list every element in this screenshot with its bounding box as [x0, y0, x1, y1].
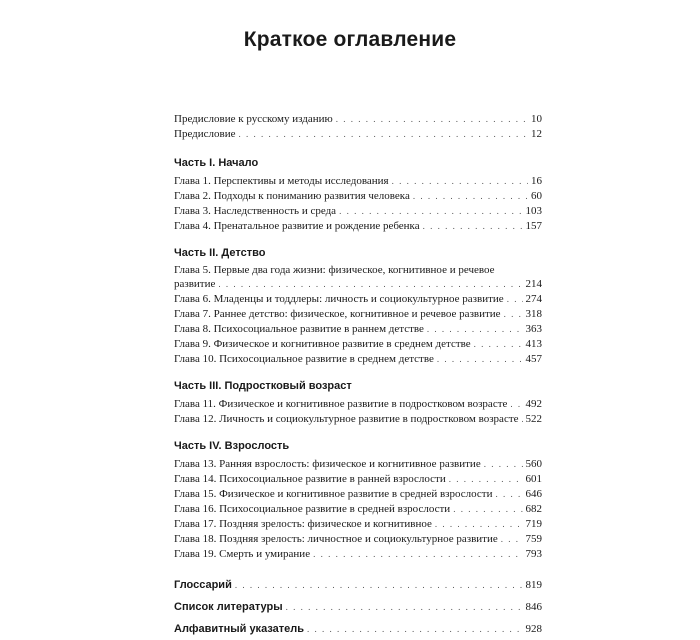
leader-dots	[435, 517, 523, 532]
leader-dots	[427, 322, 523, 337]
toc-entry-index[interactable]	[174, 618, 542, 640]
toc-entry-chapter-13[interactable]	[174, 457, 542, 472]
page-title: Краткое оглавление	[243, 28, 457, 51]
toc-entry-label: Глава 9. Физическое и когнитивное развитие в среднем детстве	[174, 338, 471, 350]
toc-entry-preface-russian[interactable]	[174, 112, 542, 127]
leader-dots	[392, 174, 528, 189]
leader-dots	[496, 487, 523, 502]
leader-dots	[423, 219, 523, 234]
toc-entry-page: 646	[525, 488, 542, 500]
toc-entry-label: Глава 19. Смерть и умирание	[174, 548, 311, 560]
toc-entry-glossary[interactable]	[174, 574, 542, 596]
toc-entry-page: 492	[525, 398, 542, 410]
toc-entry-page: 819	[525, 579, 542, 591]
toc-entry-page: 846	[525, 601, 542, 613]
leader-dots	[504, 307, 523, 322]
toc-entry-preface[interactable]	[174, 127, 542, 142]
leader-dots	[336, 112, 528, 127]
leader-dots	[501, 532, 523, 547]
toc-entry-chapter-16[interactable]	[174, 502, 542, 517]
toc-entry-label: Предисловие к русскому изданию	[174, 113, 333, 125]
toc-entry-chapter-7[interactable]	[174, 307, 542, 322]
toc-entry-page: 60	[531, 190, 542, 202]
leader-dots	[484, 457, 523, 472]
toc-entry-page: 10	[531, 113, 542, 125]
leader-dots	[235, 574, 523, 596]
toc-entry-chapter-15[interactable]	[174, 487, 542, 502]
leader-dots	[307, 618, 522, 640]
toc-entry-chapter-9[interactable]	[174, 337, 542, 352]
leader-dots	[522, 412, 523, 427]
toc-entry-chapter-19[interactable]	[174, 547, 542, 562]
leader-dots	[474, 337, 523, 352]
toc-entry-page: 601	[525, 473, 542, 485]
toc-entry-chapter-3[interactable]	[174, 204, 542, 219]
toc-entry-page: 16	[531, 175, 542, 187]
toc-entry-label: Глоссарий	[174, 579, 232, 591]
toc-entry-page: 457	[525, 353, 542, 365]
toc-entry-label: Глава 15. Физическое и когнитивное развитие в средней взрослости	[174, 488, 493, 500]
toc-entry-label: Глава 16. Психосоциальное развитие в средней взрослости	[174, 503, 451, 515]
leader-dots	[449, 472, 523, 487]
toc-entry-page: 318	[525, 308, 542, 320]
leader-dots	[339, 204, 522, 219]
toc-entry-page: 719	[525, 518, 542, 530]
toc-entry-label: Глава 4. Пренатальное развитие и рождение ребенка	[174, 220, 420, 232]
toc-entry-label: Глава 11. Физическое и когнитивное развитие в подростковом возрасте	[174, 398, 508, 410]
toc-entry-chapter-14[interactable]	[174, 472, 542, 487]
toc-entry-page: 157	[525, 220, 542, 232]
leader-dots	[218, 277, 522, 292]
toc-entry-label: Глава 13. Ранняя взрослость: физическое и когнитивное развитие	[174, 458, 481, 470]
part-heading-2: Часть II. Детство	[174, 247, 266, 259]
toc-entry-label: Глава 6. Младенцы и тоддлеры: личность и социокультурное развитие	[174, 293, 504, 305]
toc-entry-label: Глава 14. Психосоциальное развитие в ранней взрослости	[174, 473, 446, 485]
toc-entry-label: Глава 7. Раннее детство: физическое, когнитивное и речевое развитие	[174, 308, 501, 320]
toc-entry-label: Глава 2. Подходы к пониманию развития человека	[174, 190, 410, 202]
toc-entry-chapter-12[interactable]	[174, 412, 542, 427]
toc-entry-chapter-5[interactable]	[174, 264, 542, 292]
part-heading-3: Часть III. Подростковый возраст	[174, 380, 352, 392]
toc-entry-label: Глава 8. Психосоциальное развитие в раннем детстве	[174, 323, 424, 335]
toc-entry-chapter-18[interactable]	[174, 532, 542, 547]
toc-entry-label: Алфавитный указатель	[174, 623, 305, 635]
toc-entry-label: Глава 5. Первые два года жизни: физическое, когнитивное и речевое	[174, 264, 495, 276]
leader-dots	[413, 189, 528, 204]
toc-entry-chapter-10[interactable]	[174, 352, 542, 367]
toc-entry-page: 928	[525, 623, 542, 635]
toc-entry-label: Глава 1. Перспективы и методы исследования	[174, 175, 389, 187]
toc-entry-chapter-11[interactable]	[174, 397, 542, 412]
leader-dots	[286, 596, 523, 618]
leader-dots	[313, 547, 522, 562]
toc-entry-chapter-8[interactable]	[174, 322, 542, 337]
toc-entry-label: Глава 3. Наследственность и среда	[174, 205, 337, 217]
toc-entry-page: 759	[525, 533, 542, 545]
toc-entry-page: 12	[531, 128, 542, 140]
leader-dots	[437, 352, 523, 367]
part-heading-4: Часть IV. Взрослость	[174, 440, 290, 452]
part-heading-1: Часть I. Начало	[174, 157, 259, 169]
toc-entry-label: Список литературы	[174, 601, 283, 613]
toc-entry-chapter-17[interactable]	[174, 517, 542, 532]
leader-dots	[507, 292, 523, 307]
toc-entry-label: Глава 17. Поздняя зрелость: физическое и когнитивное	[174, 518, 432, 530]
toc-entry-page: 413	[525, 338, 542, 350]
toc-entry-label: Глава 18. Поздняя зрелость: личностное и социокультурное развитие	[174, 533, 498, 545]
leader-dots	[510, 397, 522, 412]
toc-entry-chapter-4[interactable]	[174, 219, 542, 234]
toc-entry-page: 682	[525, 503, 542, 515]
toc-entry-page: 560	[525, 458, 542, 470]
toc-entry-page: 103	[525, 205, 542, 217]
table-of-contents	[174, 112, 542, 640]
leader-dots	[239, 127, 529, 142]
toc-entry-chapter-6[interactable]	[174, 292, 542, 307]
toc-entry-page: 793	[525, 548, 542, 560]
toc-entry-page: 363	[525, 323, 542, 335]
toc-entry-label-continuation: развитие	[174, 278, 216, 290]
toc-entry-label: Глава 12. Личность и социокультурное развитие в подростковом возрасте	[174, 413, 519, 425]
toc-entry-page: 522	[525, 413, 542, 425]
toc-entry-chapter-2[interactable]	[174, 189, 542, 204]
leader-dots	[453, 502, 522, 517]
toc-entry-label: Предисловие	[174, 128, 236, 140]
toc-entry-references[interactable]	[174, 596, 542, 618]
toc-entry-page: 274	[525, 293, 542, 305]
toc-entry-chapter-1[interactable]	[174, 174, 542, 189]
toc-entry-label: Глава 10. Психосоциальное развитие в среднем детстве	[174, 353, 434, 365]
toc-entry-page: 214	[525, 278, 542, 290]
